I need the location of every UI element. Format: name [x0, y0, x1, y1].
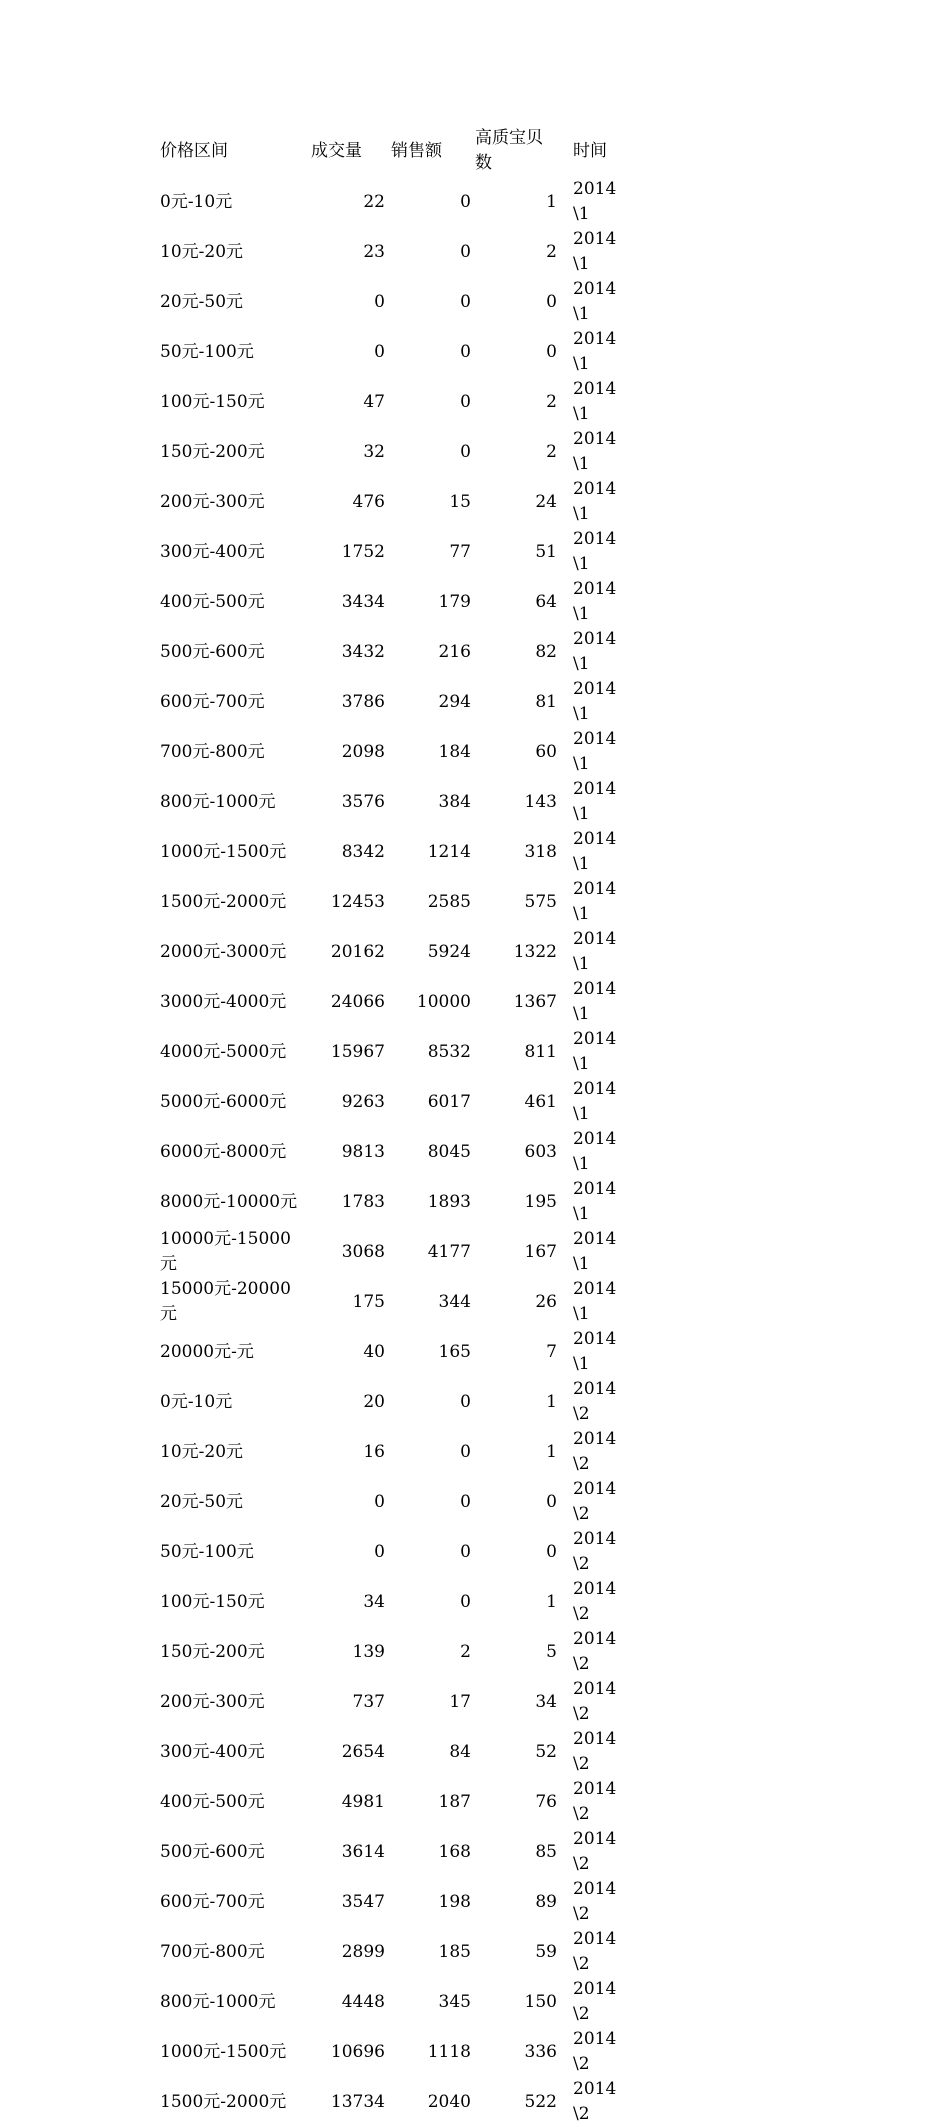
- cell-price-range[interactable]: 150元-200元: [160, 441, 265, 462]
- cell-time[interactable]: 2014\2: [573, 1429, 617, 1474]
- cell-sales[interactable]: 345: [438, 1991, 471, 2012]
- cell-volume[interactable]: 22: [363, 191, 385, 212]
- table-row: [160, 1527, 630, 1577]
- cell-time[interactable]: 2014\1: [573, 529, 617, 574]
- table-row: [160, 1127, 630, 1177]
- cell-volume[interactable]: 0: [374, 1541, 385, 1562]
- table-row: [160, 977, 630, 1027]
- cell-hq-items[interactable]: 318: [524, 841, 557, 862]
- cell-time[interactable]: 2014\1: [573, 229, 617, 274]
- cell-time[interactable]: 2014\1: [573, 1079, 617, 1124]
- cell-price-range[interactable]: 0元-10元: [160, 1391, 233, 1412]
- cell-sales[interactable]: 84: [449, 1741, 471, 1762]
- cell-time[interactable]: 2014\1: [573, 479, 617, 524]
- cell-volume[interactable]: 2098: [341, 741, 385, 762]
- cell-sales[interactable]: 0: [460, 1541, 471, 1562]
- cell-volume[interactable]: 139: [352, 1641, 385, 1662]
- cell-hq-items[interactable]: 82: [535, 641, 557, 662]
- cell-time[interactable]: 2014\2: [573, 1879, 617, 1924]
- cell-price-range[interactable]: 2000元-3000元: [160, 941, 287, 962]
- cell-time[interactable]: 2014\1: [573, 579, 617, 624]
- table-row: [160, 1827, 630, 1877]
- table-row: [160, 827, 630, 877]
- cell-volume[interactable]: 8342: [341, 841, 385, 862]
- cell-price-range[interactable]: 6000元-8000元: [160, 1141, 287, 1162]
- cell-sales[interactable]: 0: [460, 1491, 471, 1512]
- table-row: [160, 1727, 630, 1777]
- cell-volume[interactable]: 34: [363, 1591, 385, 1612]
- cell-time[interactable]: 2014\2: [573, 1979, 617, 2024]
- cell-sales[interactable]: 0: [460, 191, 471, 212]
- cell-price-range[interactable]: 4000元-5000元: [160, 1041, 287, 1062]
- cell-time[interactable]: 2014\1: [573, 1129, 617, 1174]
- cell-hq-items[interactable]: 1: [546, 191, 557, 212]
- cell-sales[interactable]: 0: [460, 391, 471, 412]
- header-row: [160, 125, 630, 177]
- cell-price-range[interactable]: 200元-300元: [160, 491, 265, 512]
- cell-volume[interactable]: 737: [352, 1691, 385, 1712]
- cell-sales[interactable]: 344: [438, 1291, 471, 1312]
- cell-hq-items[interactable]: 59: [535, 1941, 557, 1962]
- cell-time[interactable]: 2014\1: [573, 279, 617, 324]
- cell-hq-items[interactable]: 195: [524, 1191, 557, 1212]
- table-row: [160, 1677, 630, 1727]
- cell-volume[interactable]: 0: [374, 341, 385, 362]
- cell-volume[interactable]: 0: [374, 291, 385, 312]
- spreadsheet-page: [160, 125, 640, 2127]
- cell-sales[interactable]: 198: [438, 1891, 471, 1912]
- table-row: [160, 2027, 630, 2077]
- cell-volume[interactable]: 3576: [341, 791, 385, 812]
- cell-price-range[interactable]: 500元-600元: [160, 641, 265, 662]
- cell-time[interactable]: 2014\2: [573, 1779, 617, 1824]
- cell-sales[interactable]: 2: [460, 1641, 471, 1662]
- cell-time[interactable]: 2014\2: [573, 1729, 617, 1774]
- cell-price-range[interactable]: 700元-800元: [160, 1941, 265, 1962]
- cell-price-range[interactable]: 5000元-6000元: [160, 1091, 287, 1112]
- cell-hq-items[interactable]: 64: [535, 591, 557, 612]
- cell-hq-items[interactable]: 461: [524, 1091, 557, 1112]
- cell-time[interactable]: 2014\1: [573, 1029, 617, 1074]
- cell-time[interactable]: 2014\1: [573, 629, 617, 674]
- cell-time[interactable]: 2014\2: [573, 2079, 617, 2124]
- cell-hq-items[interactable]: 52: [535, 1741, 557, 1762]
- cell-sales[interactable]: 0: [460, 1591, 471, 1612]
- cell-price-range[interactable]: 600元-700元: [160, 691, 265, 712]
- cell-sales[interactable]: 0: [460, 1391, 471, 1412]
- cell-price-range[interactable]: 1500元-2000元: [160, 2091, 287, 2112]
- cell-time[interactable]: 2014\1: [573, 1329, 617, 1374]
- cell-hq-items[interactable]: 150: [524, 1991, 557, 2012]
- table-row: [160, 177, 630, 227]
- cell-hq-items[interactable]: 1322: [513, 941, 557, 962]
- cell-price-range[interactable]: 800元-1000元: [160, 791, 276, 812]
- cell-hq-items[interactable]: 143: [524, 791, 557, 812]
- cell-price-range[interactable]: 10元-20元: [160, 241, 244, 262]
- cell-volume[interactable]: 3432: [341, 641, 385, 662]
- cell-hq-items[interactable]: 34: [535, 1691, 557, 1712]
- cell-hq-items[interactable]: 24: [535, 491, 557, 512]
- cell-sales[interactable]: 0: [460, 341, 471, 362]
- table-row: [160, 1877, 630, 1927]
- cell-volume[interactable]: 9263: [341, 1091, 385, 1112]
- cell-price-range[interactable]: 0元-10元: [160, 191, 233, 212]
- table-row: [160, 1077, 630, 1127]
- cell-time[interactable]: 2014\2: [573, 1529, 617, 1574]
- cell-volume[interactable]: 23: [363, 241, 385, 262]
- cell-hq-items[interactable]: 2: [546, 441, 557, 462]
- cell-price-range[interactable]: 200元-300元: [160, 1691, 265, 1712]
- cell-sales[interactable]: 77: [449, 541, 471, 562]
- cell-volume[interactable]: 15967: [330, 1041, 385, 1062]
- table-row: [160, 1477, 630, 1527]
- cell-volume[interactable]: 0: [374, 1491, 385, 1512]
- table-row: [160, 377, 630, 427]
- cell-volume[interactable]: 16: [363, 1441, 385, 1462]
- cell-hq-items[interactable]: 7: [546, 1341, 557, 1362]
- cell-sales[interactable]: 1214: [427, 841, 471, 862]
- cell-price-range[interactable]: 100元-150元: [160, 391, 265, 412]
- cell-volume[interactable]: 10696: [330, 2041, 385, 2062]
- cell-sales[interactable]: 187: [438, 1791, 471, 1812]
- cell-hq-items[interactable]: 2: [546, 241, 557, 262]
- cell-price-range[interactable]: 600元-700元: [160, 1891, 265, 1912]
- cell-time[interactable]: 2014\1: [573, 329, 617, 374]
- cell-hq-items[interactable]: 167: [524, 1241, 557, 1262]
- cell-price-range[interactable]: 20元-50元: [160, 1491, 244, 1512]
- cell-hq-items[interactable]: 51: [535, 541, 557, 562]
- cell-sales[interactable]: 17: [449, 1691, 471, 1712]
- table-row: [160, 2077, 630, 2127]
- cell-hq-items[interactable]: 0: [546, 291, 557, 312]
- cell-sales[interactable]: 10000: [416, 991, 471, 1012]
- cell-hq-items[interactable]: 5: [546, 1641, 557, 1662]
- table-row: [160, 1627, 630, 1677]
- cell-sales[interactable]: 0: [460, 1441, 471, 1462]
- table-row: [160, 577, 630, 627]
- cell-sales[interactable]: 15: [449, 491, 471, 512]
- table-row: [160, 727, 630, 777]
- cell-volume[interactable]: 12453: [330, 891, 385, 912]
- cell-volume[interactable]: 2654: [341, 1741, 385, 1762]
- cell-volume[interactable]: 1752: [341, 541, 385, 562]
- cell-sales[interactable]: 0: [460, 441, 471, 462]
- table-row: [160, 627, 630, 677]
- cell-volume[interactable]: 4981: [341, 1791, 385, 1812]
- cell-price-range[interactable]: 150元-200元: [160, 1641, 265, 1662]
- cell-volume[interactable]: 20: [363, 1391, 385, 1412]
- cell-sales[interactable]: 179: [438, 591, 471, 612]
- cell-volume[interactable]: 3068: [341, 1241, 385, 1262]
- cell-sales[interactable]: 0: [460, 241, 471, 262]
- cell-price-range[interactable]: 8000元-10000元: [160, 1191, 298, 1212]
- cell-price-range[interactable]: 10000元-15000元: [160, 1229, 291, 1274]
- cell-hq-items[interactable]: 26: [535, 1291, 557, 1312]
- cell-time[interactable]: 2014\2: [573, 1629, 617, 1674]
- cell-time[interactable]: 2014\1: [573, 879, 617, 924]
- cell-hq-items[interactable]: 1: [546, 1391, 557, 1412]
- cell-volume[interactable]: 24066: [330, 991, 385, 1012]
- cell-volume[interactable]: 476: [352, 491, 385, 512]
- cell-sales[interactable]: 8045: [427, 1141, 471, 1162]
- cell-hq-items[interactable]: 85: [535, 1841, 557, 1862]
- cell-time[interactable]: 2014\2: [573, 1479, 617, 1524]
- cell-sales[interactable]: 2585: [427, 891, 471, 912]
- cell-price-range[interactable]: 300元-400元: [160, 541, 265, 562]
- cell-time[interactable]: 2014\1: [573, 1279, 617, 1324]
- cell-time[interactable]: 2014\2: [573, 1579, 617, 1624]
- cell-sales[interactable]: 5924: [427, 941, 471, 962]
- cell-hq-items[interactable]: 603: [524, 1141, 557, 1162]
- cell-volume[interactable]: 40: [363, 1341, 385, 1362]
- cell-hq-items[interactable]: 81: [535, 691, 557, 712]
- cell-volume[interactable]: 3547: [341, 1891, 385, 1912]
- header-volume[interactable]: 成交量: [311, 140, 362, 161]
- cell-volume[interactable]: 2899: [341, 1941, 385, 1962]
- cell-sales[interactable]: 168: [438, 1841, 471, 1862]
- cell-price-range[interactable]: 50元-100元: [160, 341, 254, 362]
- cell-hq-items[interactable]: 811: [524, 1041, 557, 1062]
- cell-price-range[interactable]: 700元-800元: [160, 741, 265, 762]
- table-row: [160, 327, 630, 377]
- cell-hq-items[interactable]: 76: [535, 1791, 557, 1812]
- table-row: [160, 1927, 630, 1977]
- header-sales[interactable]: 销售额: [391, 140, 442, 161]
- table-row: [160, 1777, 630, 1827]
- cell-hq-items[interactable]: 0: [546, 1541, 557, 1562]
- table-row: [160, 877, 630, 927]
- cell-hq-items[interactable]: 89: [535, 1891, 557, 1912]
- cell-volume[interactable]: 9813: [341, 1141, 385, 1162]
- cell-sales[interactable]: 184: [438, 741, 471, 762]
- cell-sales[interactable]: 4177: [427, 1241, 471, 1262]
- table-row: [160, 677, 630, 727]
- cell-price-range[interactable]: 50元-100元: [160, 1541, 254, 1562]
- table-row: [160, 277, 630, 327]
- cell-volume[interactable]: 1783: [341, 1191, 385, 1212]
- cell-sales[interactable]: 6017: [427, 1091, 471, 1112]
- table-row: [160, 427, 630, 477]
- cell-volume[interactable]: 20162: [330, 941, 385, 962]
- cell-hq-items[interactable]: 60: [535, 741, 557, 762]
- cell-price-range[interactable]: 1500元-2000元: [160, 891, 287, 912]
- cell-price-range[interactable]: 20元-50元: [160, 291, 244, 312]
- price-range-table: [160, 125, 630, 2127]
- cell-hq-items[interactable]: 0: [546, 1491, 557, 1512]
- cell-time[interactable]: 2014\1: [573, 379, 617, 424]
- cell-price-range[interactable]: 400元-500元: [160, 1791, 265, 1812]
- cell-price-range[interactable]: 400元-500元: [160, 591, 265, 612]
- cell-hq-items[interactable]: 2: [546, 391, 557, 412]
- cell-sales[interactable]: 216: [438, 641, 471, 662]
- table-row: [160, 527, 630, 577]
- cell-hq-items[interactable]: 0: [546, 341, 557, 362]
- cell-volume[interactable]: 47: [363, 391, 385, 412]
- cell-volume[interactable]: 4448: [341, 1991, 385, 2012]
- cell-sales[interactable]: 185: [438, 1941, 471, 1962]
- table-row: [160, 777, 630, 827]
- header-hq-items[interactable]: 高质宝贝数: [475, 128, 543, 173]
- cell-time[interactable]: 2014\1: [573, 429, 617, 474]
- cell-hq-items[interactable]: 575: [524, 891, 557, 912]
- cell-volume[interactable]: 3434: [341, 591, 385, 612]
- cell-hq-items[interactable]: 1367: [513, 991, 557, 1012]
- header-price-range[interactable]: 价格区间: [160, 140, 228, 161]
- cell-hq-items[interactable]: 1: [546, 1591, 557, 1612]
- cell-volume[interactable]: 3786: [341, 691, 385, 712]
- cell-price-range[interactable]: 800元-1000元: [160, 1991, 276, 2012]
- cell-time[interactable]: 2014\1: [573, 929, 617, 974]
- cell-time[interactable]: 2014\2: [573, 1829, 617, 1874]
- cell-time[interactable]: 2014\1: [573, 1179, 617, 1224]
- cell-volume[interactable]: 175: [352, 1291, 385, 1312]
- cell-time[interactable]: 2014\2: [573, 1379, 617, 1424]
- cell-price-range[interactable]: 100元-150元: [160, 1591, 265, 1612]
- cell-hq-items[interactable]: 1: [546, 1441, 557, 1462]
- cell-hq-items[interactable]: 336: [524, 2041, 557, 2062]
- table-row: [160, 927, 630, 977]
- cell-time[interactable]: 2014\2: [573, 1679, 617, 1724]
- cell-price-range[interactable]: 3000元-4000元: [160, 991, 287, 1012]
- cell-time[interactable]: 2014\1: [573, 779, 617, 824]
- cell-time[interactable]: 2014\2: [573, 2029, 617, 2074]
- table-row: [160, 1977, 630, 2027]
- cell-sales[interactable]: 294: [438, 691, 471, 712]
- table-row: [160, 1177, 630, 1227]
- table-row: [160, 1377, 630, 1427]
- cell-volume[interactable]: 3614: [341, 1841, 385, 1862]
- cell-price-range[interactable]: 15000元-20000元: [160, 1279, 291, 1324]
- table-row: [160, 1427, 630, 1477]
- cell-time[interactable]: 2014\1: [573, 179, 617, 224]
- cell-time[interactable]: 2014\1: [573, 729, 617, 774]
- cell-sales[interactable]: 8532: [427, 1041, 471, 1062]
- cell-time[interactable]: 2014\1: [573, 679, 617, 724]
- cell-volume[interactable]: 32: [363, 441, 385, 462]
- cell-hq-items[interactable]: 522: [524, 2091, 557, 2112]
- cell-price-range[interactable]: 300元-400元: [160, 1741, 265, 1762]
- cell-time[interactable]: 2014\1: [573, 1229, 617, 1274]
- table-body: [160, 177, 630, 2127]
- cell-time[interactable]: 2014\1: [573, 829, 617, 874]
- cell-price-range[interactable]: 20000元-元: [160, 1341, 254, 1362]
- cell-price-range[interactable]: 1000元-1500元: [160, 2041, 287, 2062]
- cell-time[interactable]: 2014\1: [573, 979, 617, 1024]
- table-row: [160, 1577, 630, 1627]
- table-row: [160, 477, 630, 527]
- cell-price-range[interactable]: 10元-20元: [160, 1441, 244, 1462]
- cell-sales[interactable]: 0: [460, 291, 471, 312]
- cell-sales[interactable]: 2040: [427, 2091, 471, 2112]
- cell-time[interactable]: 2014\2: [573, 1929, 617, 1974]
- table-row: [160, 1227, 630, 1277]
- cell-volume[interactable]: 13734: [330, 2091, 385, 2112]
- cell-sales[interactable]: 165: [438, 1341, 471, 1362]
- table-row: [160, 1277, 630, 1327]
- table-row: [160, 227, 630, 277]
- table-row: [160, 1027, 630, 1077]
- cell-sales[interactable]: 1118: [427, 2041, 471, 2062]
- header-time[interactable]: 时间: [573, 140, 607, 161]
- cell-price-range[interactable]: 500元-600元: [160, 1841, 265, 1862]
- cell-sales[interactable]: 1893: [427, 1191, 471, 1212]
- cell-price-range[interactable]: 1000元-1500元: [160, 841, 287, 862]
- table-row: [160, 1327, 630, 1377]
- cell-sales[interactable]: 384: [438, 791, 471, 812]
